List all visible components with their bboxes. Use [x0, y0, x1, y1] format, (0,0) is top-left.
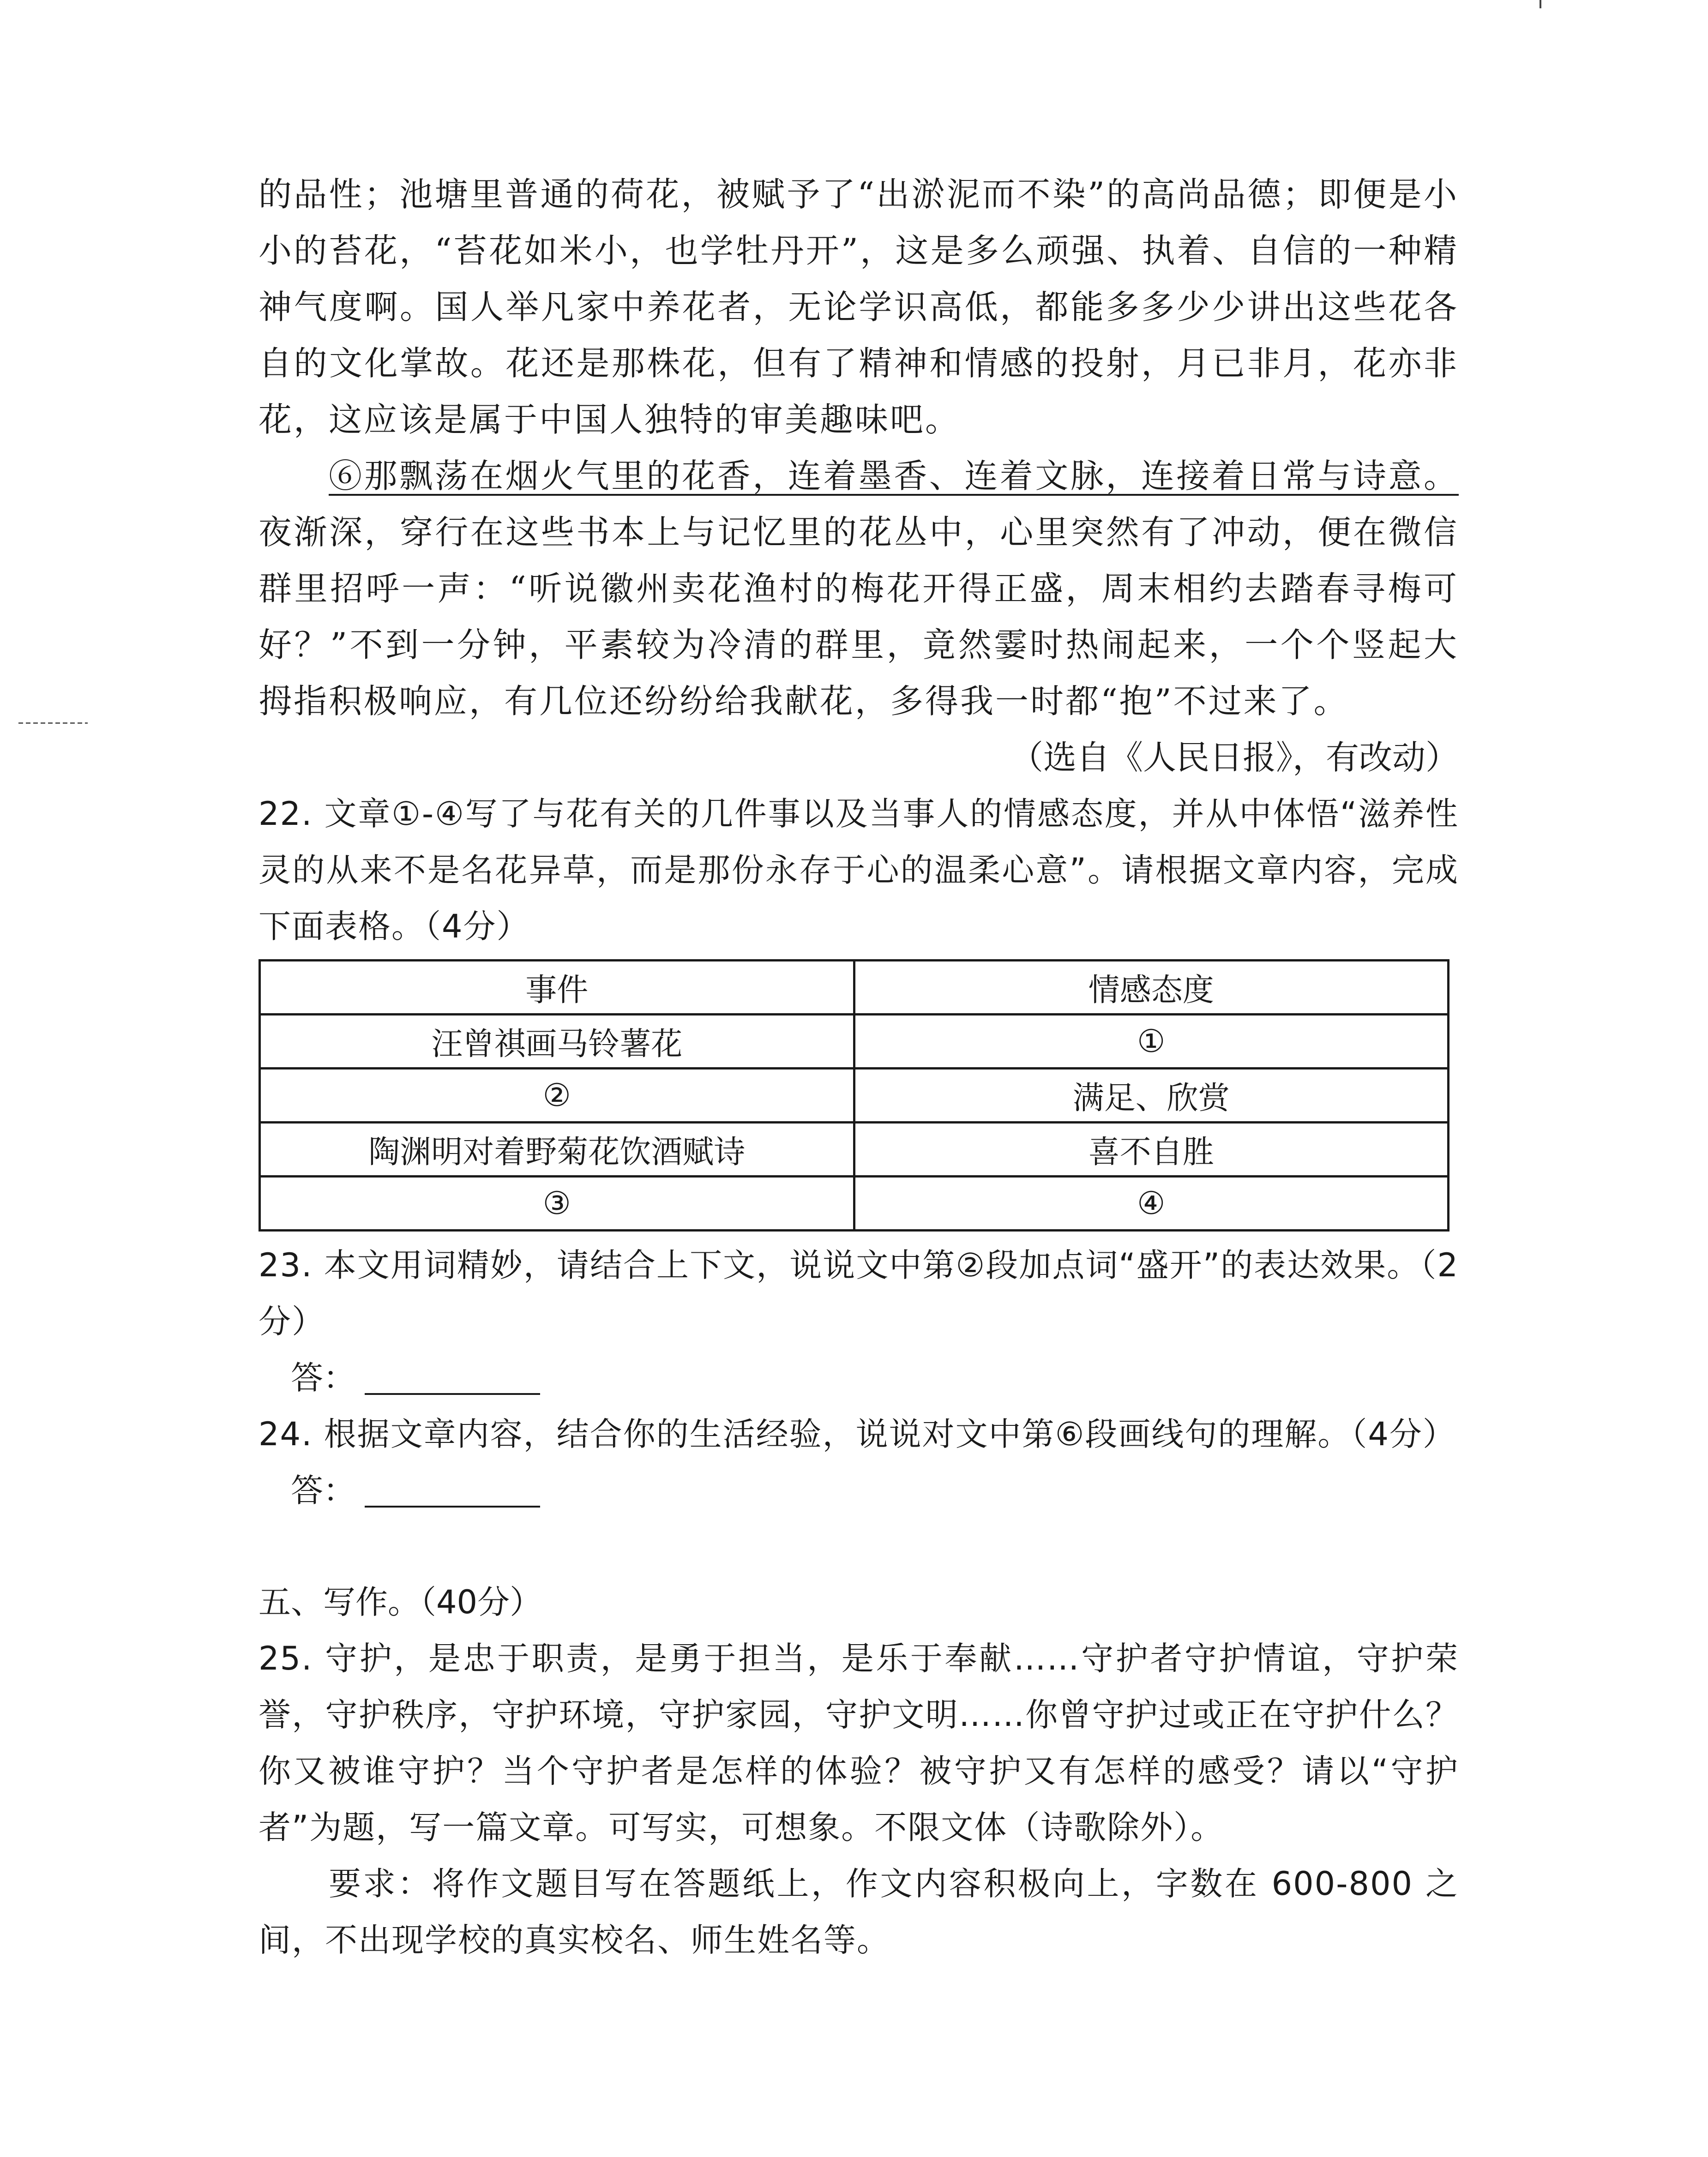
section-title: 五、写作。（40分） [259, 1583, 542, 1621]
table-cell: 喜不自胜 [854, 1123, 1449, 1177]
exam-page [259, 166, 1459, 1968]
table-row [260, 1123, 1449, 1177]
table-cell[interactable]: ② [260, 1069, 854, 1123]
table-cell[interactable]: ① [854, 1015, 1449, 1069]
table-cell: 陶渊明对着野菊花饮酒赋诗 [260, 1123, 854, 1177]
underlined-sentence: ⑥那飘荡在烟火气里的花香，连着墨香、连着文脉，连接着日常与诗意。 [329, 457, 1459, 495]
answer-blank[interactable] [365, 1361, 540, 1395]
question-22: 22. 文章①-④写了与花有关的几件事以及当事人的情感态度，并从中体悟“滋养性灵的从来不是名花异草，而是那份永存于心的温柔心意”。请根据文章内容，完成下面表格。（4分） [259, 795, 1459, 945]
paragraph-6-rest: 夜渐深，穿行在这些书本上与记忆里的花丛中，心里突然有了冲动，便在微信群里招呼一声：“听说徽州卖花渔村的梅花开得正盛，周末相约去踏春寻梅可好？”不到一分钟，平素较为冷清的群里，竟然霎时热闹起来，一个个竖起大拇指积极响应，有几位还纷纷给我献花，多得我一时都“抱”不过来了。 [259, 513, 1459, 721]
question-25: 25. 守护，是忠于职责，是勇于担当，是乐于奉献……守护者守护情谊，守护荣誉，守护秩序，守护环境，守护家园，守护文明……你曾守护过或正在守护什么？你又被谁守护？当个守护者是怎样的体验？被守护又有怎样的感受？请以“守护者”为题，写一篇文章。可写实，可想象。不限文体（诗歌除外）。 [259, 1640, 1459, 1846]
table-cell: 汪曾祺画马铃薯花 [260, 1015, 854, 1069]
writing-requirement: 要求：将作文题目写在答题纸上，作文内容积极向上，字数在 600-800 之间，不出现学校的真实校名、师生姓名等。 [259, 1865, 1459, 1959]
table-header-row [260, 961, 1449, 1015]
table-row [260, 1069, 1449, 1123]
question-23: 23. 本文用词精妙，请结合上下文，说说文中第②段加点词“盛开”的表达效果。（2分） [259, 1246, 1459, 1340]
passage-source: （选自《人民日报》，有改动） [1010, 738, 1459, 777]
answer-table [259, 959, 1449, 1232]
answer-24 [259, 1462, 1459, 1519]
table-cell[interactable]: ④ [854, 1177, 1449, 1231]
answer-blank[interactable] [365, 1473, 540, 1508]
answer-label: 答： [291, 1472, 355, 1509]
table-header-event: 事件 [260, 961, 854, 1015]
answer-label: 答： [291, 1359, 355, 1397]
section-gap [259, 1519, 1459, 1574]
table-row [260, 1015, 1449, 1069]
passage-paragraph-6 [259, 448, 1459, 729]
table-row [260, 1177, 1449, 1231]
table-cell: 满足、欣赏 [854, 1069, 1449, 1123]
scan-corner-mark [1540, 0, 1541, 8]
table-cell[interactable]: ③ [260, 1177, 854, 1231]
passage-paragraph-5: 的品性；池塘里普通的荷花，被赋予了“出淤泥而不染”的高尚品德；即便是小小的苔花，“苔花如米小，也学牡丹开”，这是多么顽强、执着、自信的一种精神气度啊。国人举凡家中养花者，无论学识高低，都能多多少少讲出这些花各自的文化掌故。花还是那株花，但有了精神和情感的投射，月已非月，花亦非花，这应该是属于中国人独特的审美趣味吧。 [259, 175, 1459, 439]
question-24: 24. 根据文章内容，结合你的生活经验，说说对文中第⑥段画线句的理解。（4分） [259, 1415, 1456, 1453]
table-header-attitude: 情感态度 [854, 961, 1449, 1015]
scan-margin-mark [18, 722, 88, 724]
answer-23 [259, 1350, 1459, 1406]
